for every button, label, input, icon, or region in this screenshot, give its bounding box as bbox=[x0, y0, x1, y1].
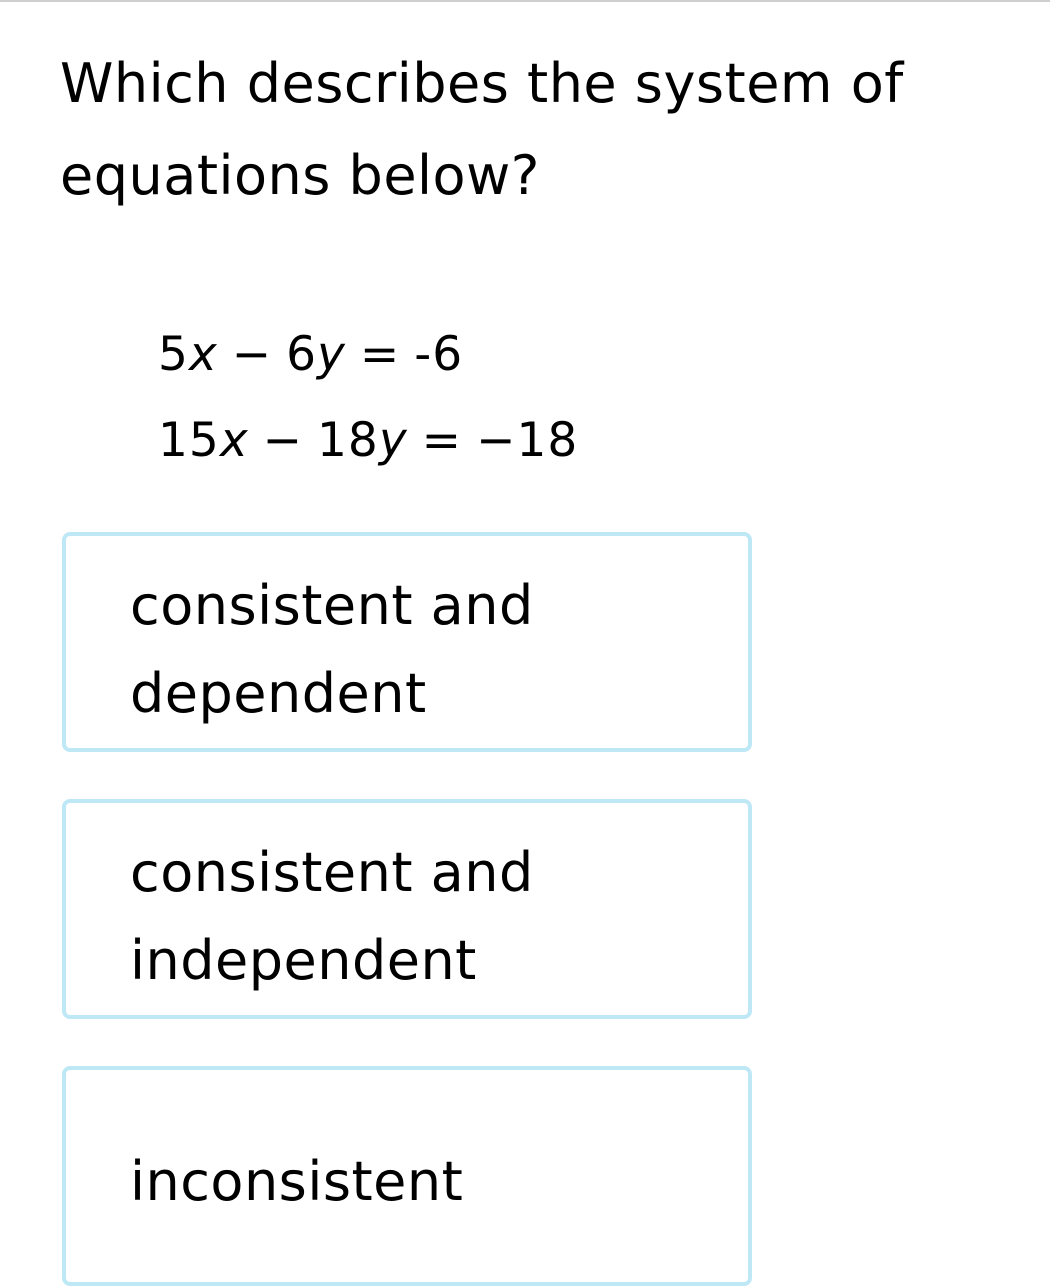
answer-choice-label: inconsistent bbox=[130, 1150, 464, 1213]
equation-1-equals: = bbox=[359, 327, 401, 382]
equation-1-var-x: x bbox=[188, 327, 218, 382]
equation-2 bbox=[158, 398, 578, 484]
answer-choice-consistent-independent[interactable] bbox=[62, 799, 752, 1019]
equation-1 bbox=[158, 312, 578, 398]
question-text: Which describes the system of equations below? bbox=[60, 52, 904, 207]
equation-system bbox=[158, 312, 578, 484]
equation-1-var-y: y bbox=[317, 327, 346, 382]
answer-choice-inconsistent[interactable] bbox=[62, 1066, 752, 1286]
equation-1-rhs: -6 bbox=[414, 327, 464, 382]
equation-2-operator: − bbox=[262, 413, 304, 468]
answer-choice-label: consistent and independent bbox=[130, 841, 534, 992]
equation-2-equals: = bbox=[421, 413, 463, 468]
equation-2-var-x: x bbox=[219, 413, 249, 468]
equation-1-coef-x: 5 bbox=[158, 327, 189, 382]
equation-2-var-y: y bbox=[378, 413, 408, 468]
top-divider bbox=[0, 0, 1050, 2]
answer-choice-label: consistent and dependent bbox=[130, 574, 534, 725]
answer-choice-consistent-dependent[interactable] bbox=[62, 532, 752, 752]
equation-2-coef-y: 18 bbox=[317, 413, 379, 468]
equation-1-operator: − bbox=[231, 327, 273, 382]
equation-2-coef-x: 15 bbox=[158, 413, 220, 468]
equation-1-coef-y: 6 bbox=[286, 327, 318, 382]
equation-2-rhs: −18 bbox=[476, 413, 579, 468]
